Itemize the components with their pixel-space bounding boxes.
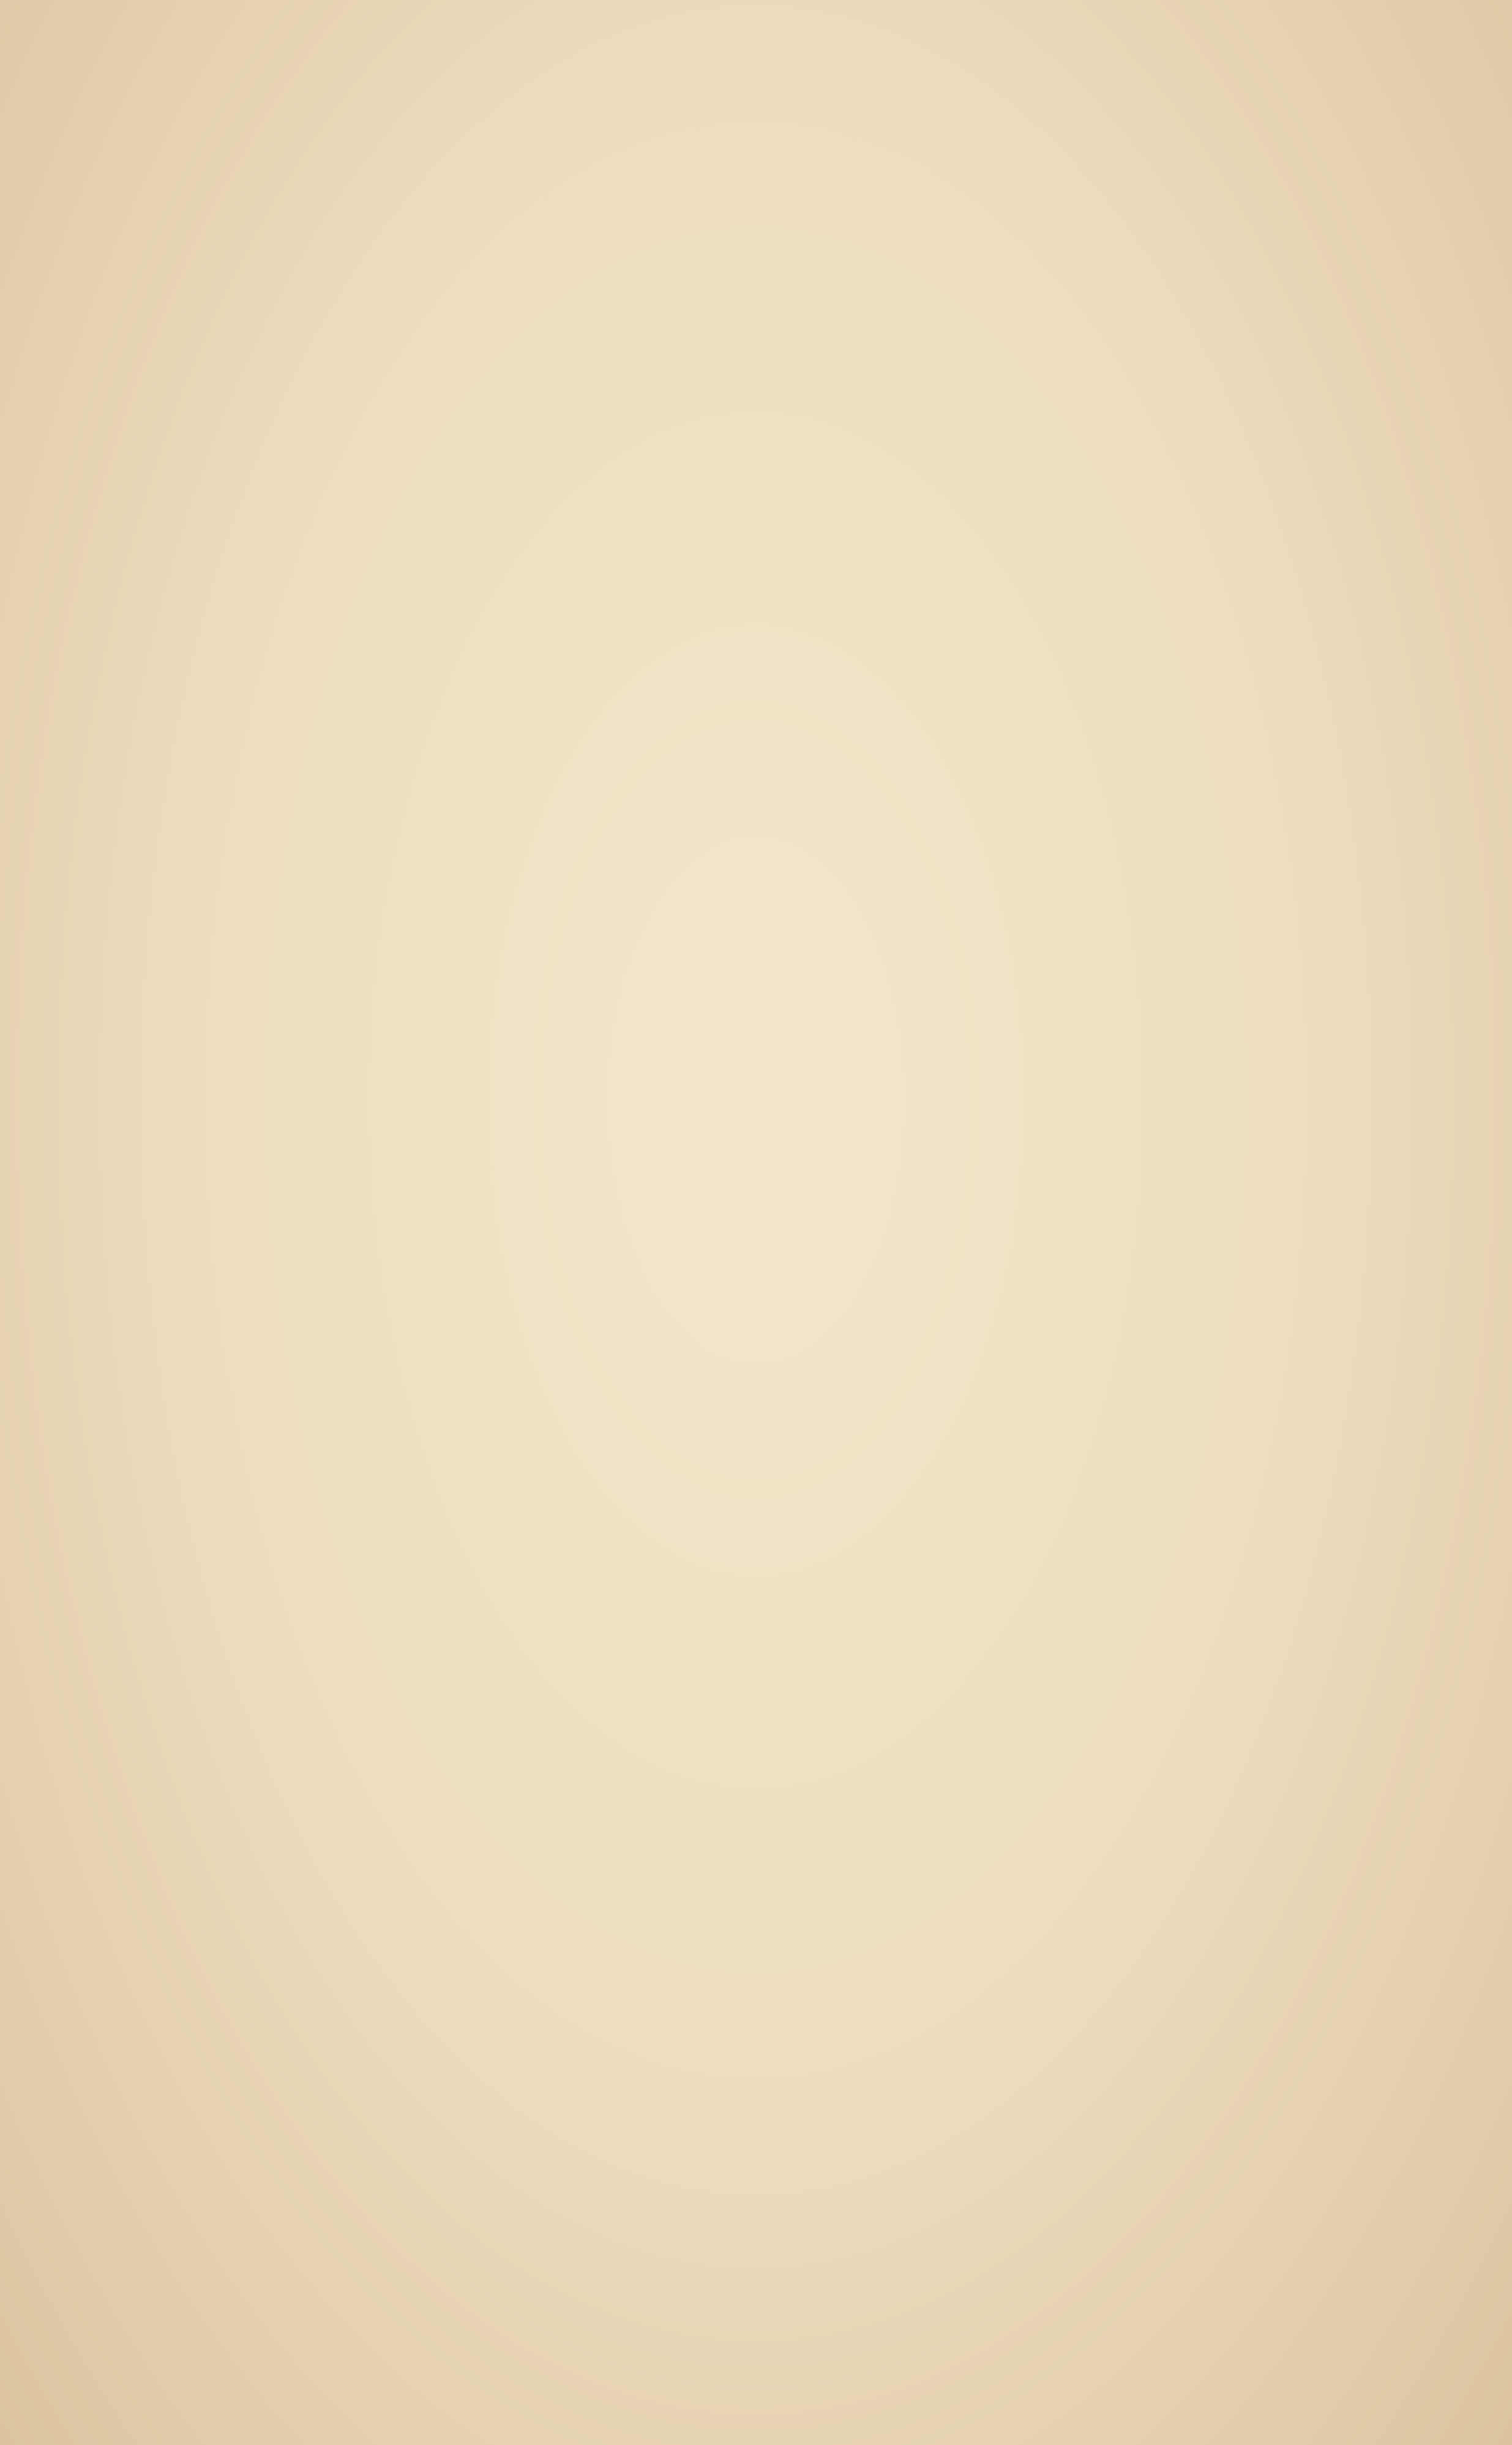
running-header: [269, 61, 1359, 153]
